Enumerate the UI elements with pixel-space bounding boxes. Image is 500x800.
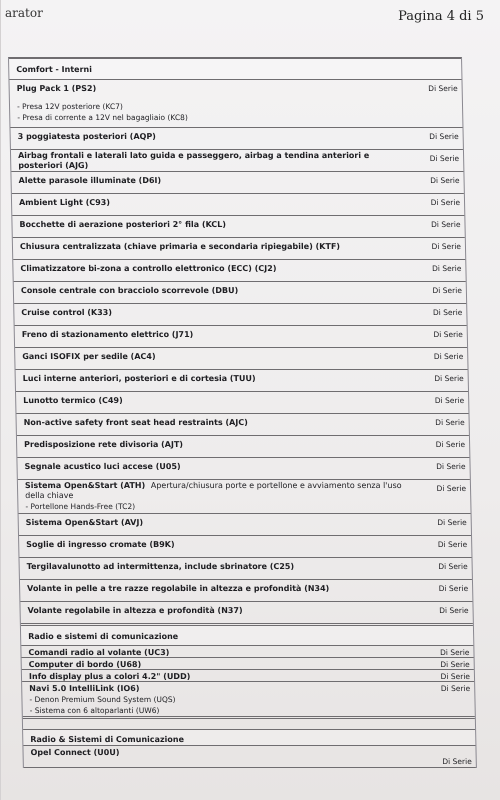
row-value: Di Serie <box>431 264 462 273</box>
row-value: Di Serie <box>433 330 463 339</box>
table-row: Non-active safety front seat head restraints (AJC) Di Serie <box>16 414 468 436</box>
row-value: Di Serie <box>433 352 464 361</box>
row-value: Di Serie <box>440 684 471 693</box>
row-value: Di Serie <box>439 606 469 615</box>
row-value: Di Serie <box>432 308 463 317</box>
table-row: Alette parasole illuminate (D6I) Di Serie <box>11 172 463 194</box>
table-row: Cruise control (K33) Di Serie <box>14 304 466 326</box>
row-value: Di Serie <box>438 584 469 593</box>
page-number: Pagina 4 di 5 <box>398 9 484 24</box>
equipment-table <box>8 57 477 768</box>
table-spacer <box>23 719 475 730</box>
row-value: Di Serie <box>435 440 466 449</box>
table-row: Airbag frontali e laterali lato guida e passeggero, airbag a tendina anteriori e posteriori (AJG) Di Serie <box>11 150 463 172</box>
section-title: Comfort - Interni <box>16 65 93 74</box>
table-row: Chiusura centralizzata (chiave primaria e secondaria ripiegabile) (KTF) Di Serie <box>13 238 465 260</box>
table-row: Console centrale con bracciolo scorrevole (DBU) Di Serie <box>14 282 466 304</box>
table-row: Bocchette di aerazione posteriori 2° fila (KCL) Di Serie <box>12 216 464 238</box>
table-row: Ganci ISOFIX per sedile (AC4) Di Serie <box>15 348 467 370</box>
row-value: Di Serie <box>435 418 465 427</box>
section-header <box>9 58 461 80</box>
table-row: Predisposizione rete divisoria (AJT) Di Serie <box>17 436 469 458</box>
section-title: Radio e sistemi di comunicazione <box>28 632 179 641</box>
section-header <box>23 730 475 746</box>
table-row: Climatizzatore bi-zona a controllo elettronico (ECC) (CJ2) Di Serie <box>13 260 465 282</box>
row-value: Di Serie <box>440 660 470 669</box>
table-row: Sistema Open&Start (ATH) Apertura/chiusura porte e portellone e avviamento senza l'uso della chiave - Portellone Hands-Free (TC2) Di Serie <box>18 480 471 514</box>
table-row: Comandi radio al volante (UC3) Di Serie <box>21 646 473 658</box>
table-row: Tergilavalunotto ad intermittenza, include sbrinatore (C25) Di Serie <box>19 558 471 580</box>
table-row: Segnale acustico luci accese (U05) Di Serie <box>17 458 469 480</box>
row-value: Di Serie <box>436 462 466 471</box>
row-value: Di Serie <box>430 176 460 185</box>
row-value: Di Serie <box>431 220 461 229</box>
table-row: Sistema Open&Start (AVJ) Di Serie <box>19 514 471 536</box>
section-title: Radio & Sistemi di Comunicazione <box>30 735 185 744</box>
table-row: Volante regolabile in altezza e profondità (N37) Di Serie <box>20 602 473 626</box>
row-value: Di Serie <box>429 154 460 163</box>
row-value: Di Serie <box>437 518 467 527</box>
row-value: Di Serie <box>440 672 471 681</box>
row-value: Di Serie <box>430 198 461 207</box>
row-value: Di Serie <box>434 374 464 383</box>
row-value: Di Serie <box>434 396 465 405</box>
table-row: Plug Pack 1 (PS2) - Presa 12V posteriore (KC7) - Presa di corrente a 12V nel bagagliaio (KC8) Di Serie <box>9 80 462 128</box>
row-value: Di Serie <box>439 648 470 657</box>
row-value: Di Serie <box>431 242 462 251</box>
table-row: Ambient Light (C93) Di Serie <box>12 194 464 216</box>
table-row: 3 poggiatesta posteriori (AQP) Di Serie <box>10 128 462 150</box>
table-row: Volante in pelle a tre razze regolabile in altezza e profondità (N34) Di Serie <box>20 580 472 602</box>
page-edge <box>0 0 1 800</box>
section-header <box>21 626 473 646</box>
row-value: Di Serie <box>432 286 462 295</box>
table-row: Opel Connect (U0U) Di Serie <box>23 746 475 768</box>
row-value: Di Serie <box>442 757 472 766</box>
row-value: Di Serie <box>429 132 459 141</box>
table-row: Info display plus a colori 4.2" (UDD) Di Serie <box>22 670 474 682</box>
row-value: Di Serie <box>436 484 467 493</box>
row-value: Di Serie <box>428 84 458 93</box>
table-row: Freno di stazionamento elettrico (J71) Di Serie <box>15 326 467 348</box>
table-row: Luci interne anteriori, posteriori e di cortesia (TUU) Di Serie <box>16 370 468 392</box>
row-value: Di Serie <box>437 540 468 549</box>
table-row: Lunotto termico (C49) Di Serie <box>16 392 468 414</box>
header-left-text: arator <box>5 6 43 20</box>
table-row: Computer di bordo (U68) Di Serie <box>22 658 474 670</box>
table-row: Navi 5.0 IntelliLink (IO6) - Denon Premium Sound System (UQS) - Sistema con 6 altoparlanti (UW6) Di Serie <box>22 682 475 719</box>
table-row: Soglie di ingresso cromate (B9K) Di Serie <box>19 536 471 558</box>
row-value: Di Serie <box>438 562 468 571</box>
